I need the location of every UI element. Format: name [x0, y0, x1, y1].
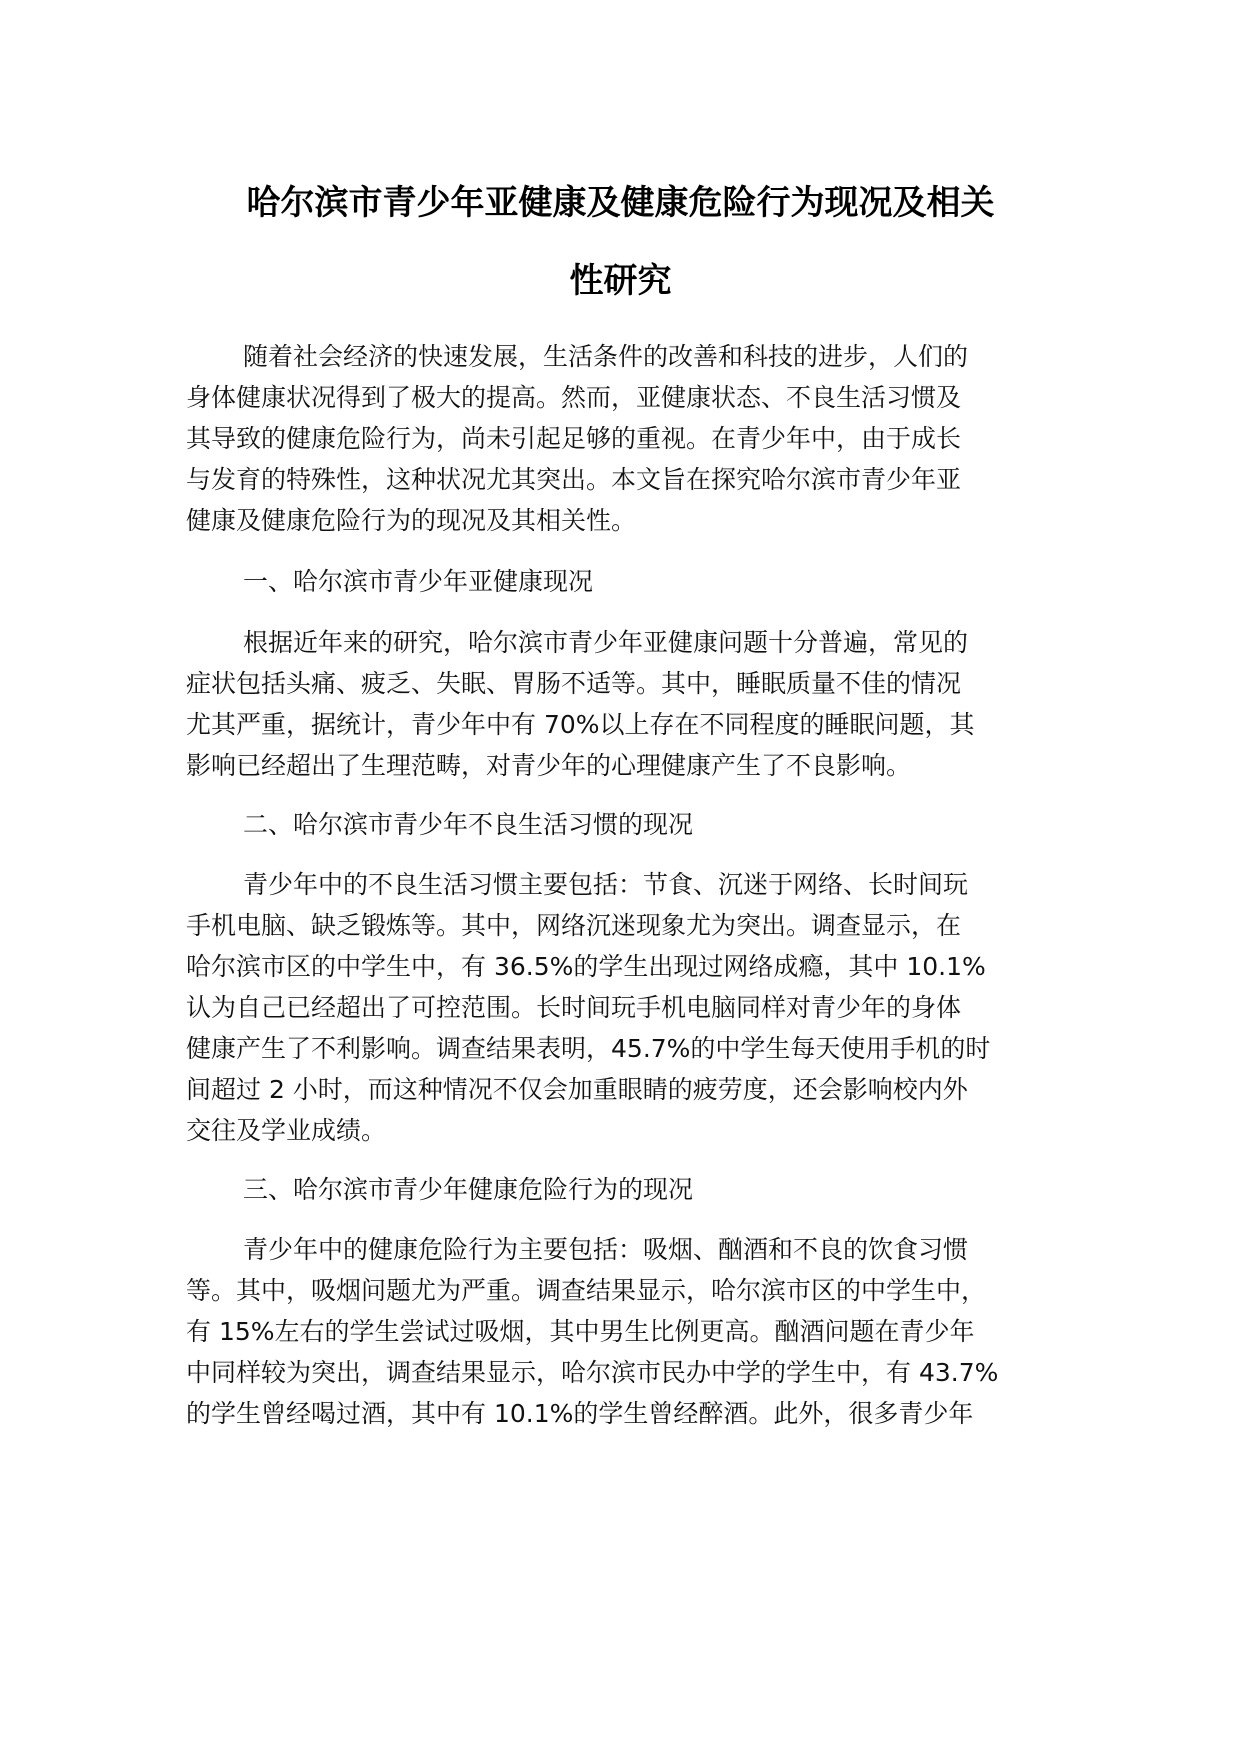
title-line-1: 哈尔滨市青少年亚健康及健康危险行为现况及相关: [246, 183, 995, 223]
intro-line-3: 其导致的健康危险行为，尚未引起足够的重视。在青少年中，由于成长: [186, 424, 962, 453]
section3-line-2: 等。其中，吸烟问题尤为严重。调查结果显示，哈尔滨市区的中学生中，: [186, 1276, 987, 1305]
section1-line-4: 影响已经超出了生理范畴，对青少年的心理健康产生了不良影响。: [186, 751, 912, 780]
intro-line-1: 随着社会经济的快速发展，生活条件的改善和科技的进步，人们的: [243, 342, 969, 371]
title-line-2: 性研究: [569, 261, 672, 301]
section2-line-3: 哈尔滨市区的中学生中，有 36.5%的学生出现过网络成瘾，其中 10.1%: [186, 952, 986, 981]
section2-heading: 二、哈尔滨市青少年不良生活习惯的现况: [243, 810, 694, 839]
section1-line-1: 根据近年来的研究，哈尔滨市青少年亚健康问题十分普遍，常见的: [243, 628, 969, 657]
intro-line-5: 健康及健康危险行为的现况及其相关性。: [186, 506, 637, 535]
section2-line-1: 青少年中的不良生活习惯主要包括：节食、沉迷于网络、长时间玩: [243, 870, 969, 899]
section3-line-3: 有 15%左右的学生尝试过吸烟，其中男生比例更高。酗酒问题在青少年: [186, 1317, 975, 1346]
section2-line-2: 手机电脑、缺乏锻炼等。其中，网络沉迷现象尤为突出。调查显示，在: [186, 911, 962, 940]
section2-line-7: 交往及学业成绩。: [186, 1116, 387, 1145]
intro-line-4: 与发育的特殊性，这种状况尤其突出。本文旨在探究哈尔滨市青少年亚: [186, 465, 962, 494]
section2-line-5: 健康产生了不利影响。调查结果表明，45.7%的中学生每天使用手机的时: [186, 1034, 991, 1063]
section3-heading: 三、哈尔滨市青少年健康危险行为的现况: [243, 1175, 694, 1204]
section3-line-4: 中同样较为突出，调查结果显示，哈尔滨市民办中学的学生中，有 43.7%: [186, 1358, 999, 1387]
section1-line-2: 症状包括头痛、疲乏、失眠、胃肠不适等。其中，睡眠质量不佳的情况: [186, 669, 962, 698]
section2-line-6: 间超过 2 小时，而这种情况不仅会加重眼睛的疲劳度，还会影响校内外: [186, 1075, 968, 1104]
intro-line-2: 身体健康状况得到了极大的提高。然而，亚健康状态、不良生活习惯及: [186, 383, 962, 412]
section3-line-1: 青少年中的健康危险行为主要包括：吸烟、酗酒和不良的饮食习惯: [243, 1235, 969, 1264]
section3-line-5: 的学生曾经喝过酒，其中有 10.1%的学生曾经醉酒。此外，很多青少年: [186, 1399, 974, 1428]
section2-line-4: 认为自己已经超出了可控范围。长时间玩手机电脑同样对青少年的身体: [186, 993, 962, 1022]
section1-line-3: 尤其严重，据统计，青少年中有 70%以上存在不同程度的睡眠问题，其: [186, 710, 975, 739]
section1-heading: 一、哈尔滨市青少年亚健康现况: [243, 567, 594, 596]
